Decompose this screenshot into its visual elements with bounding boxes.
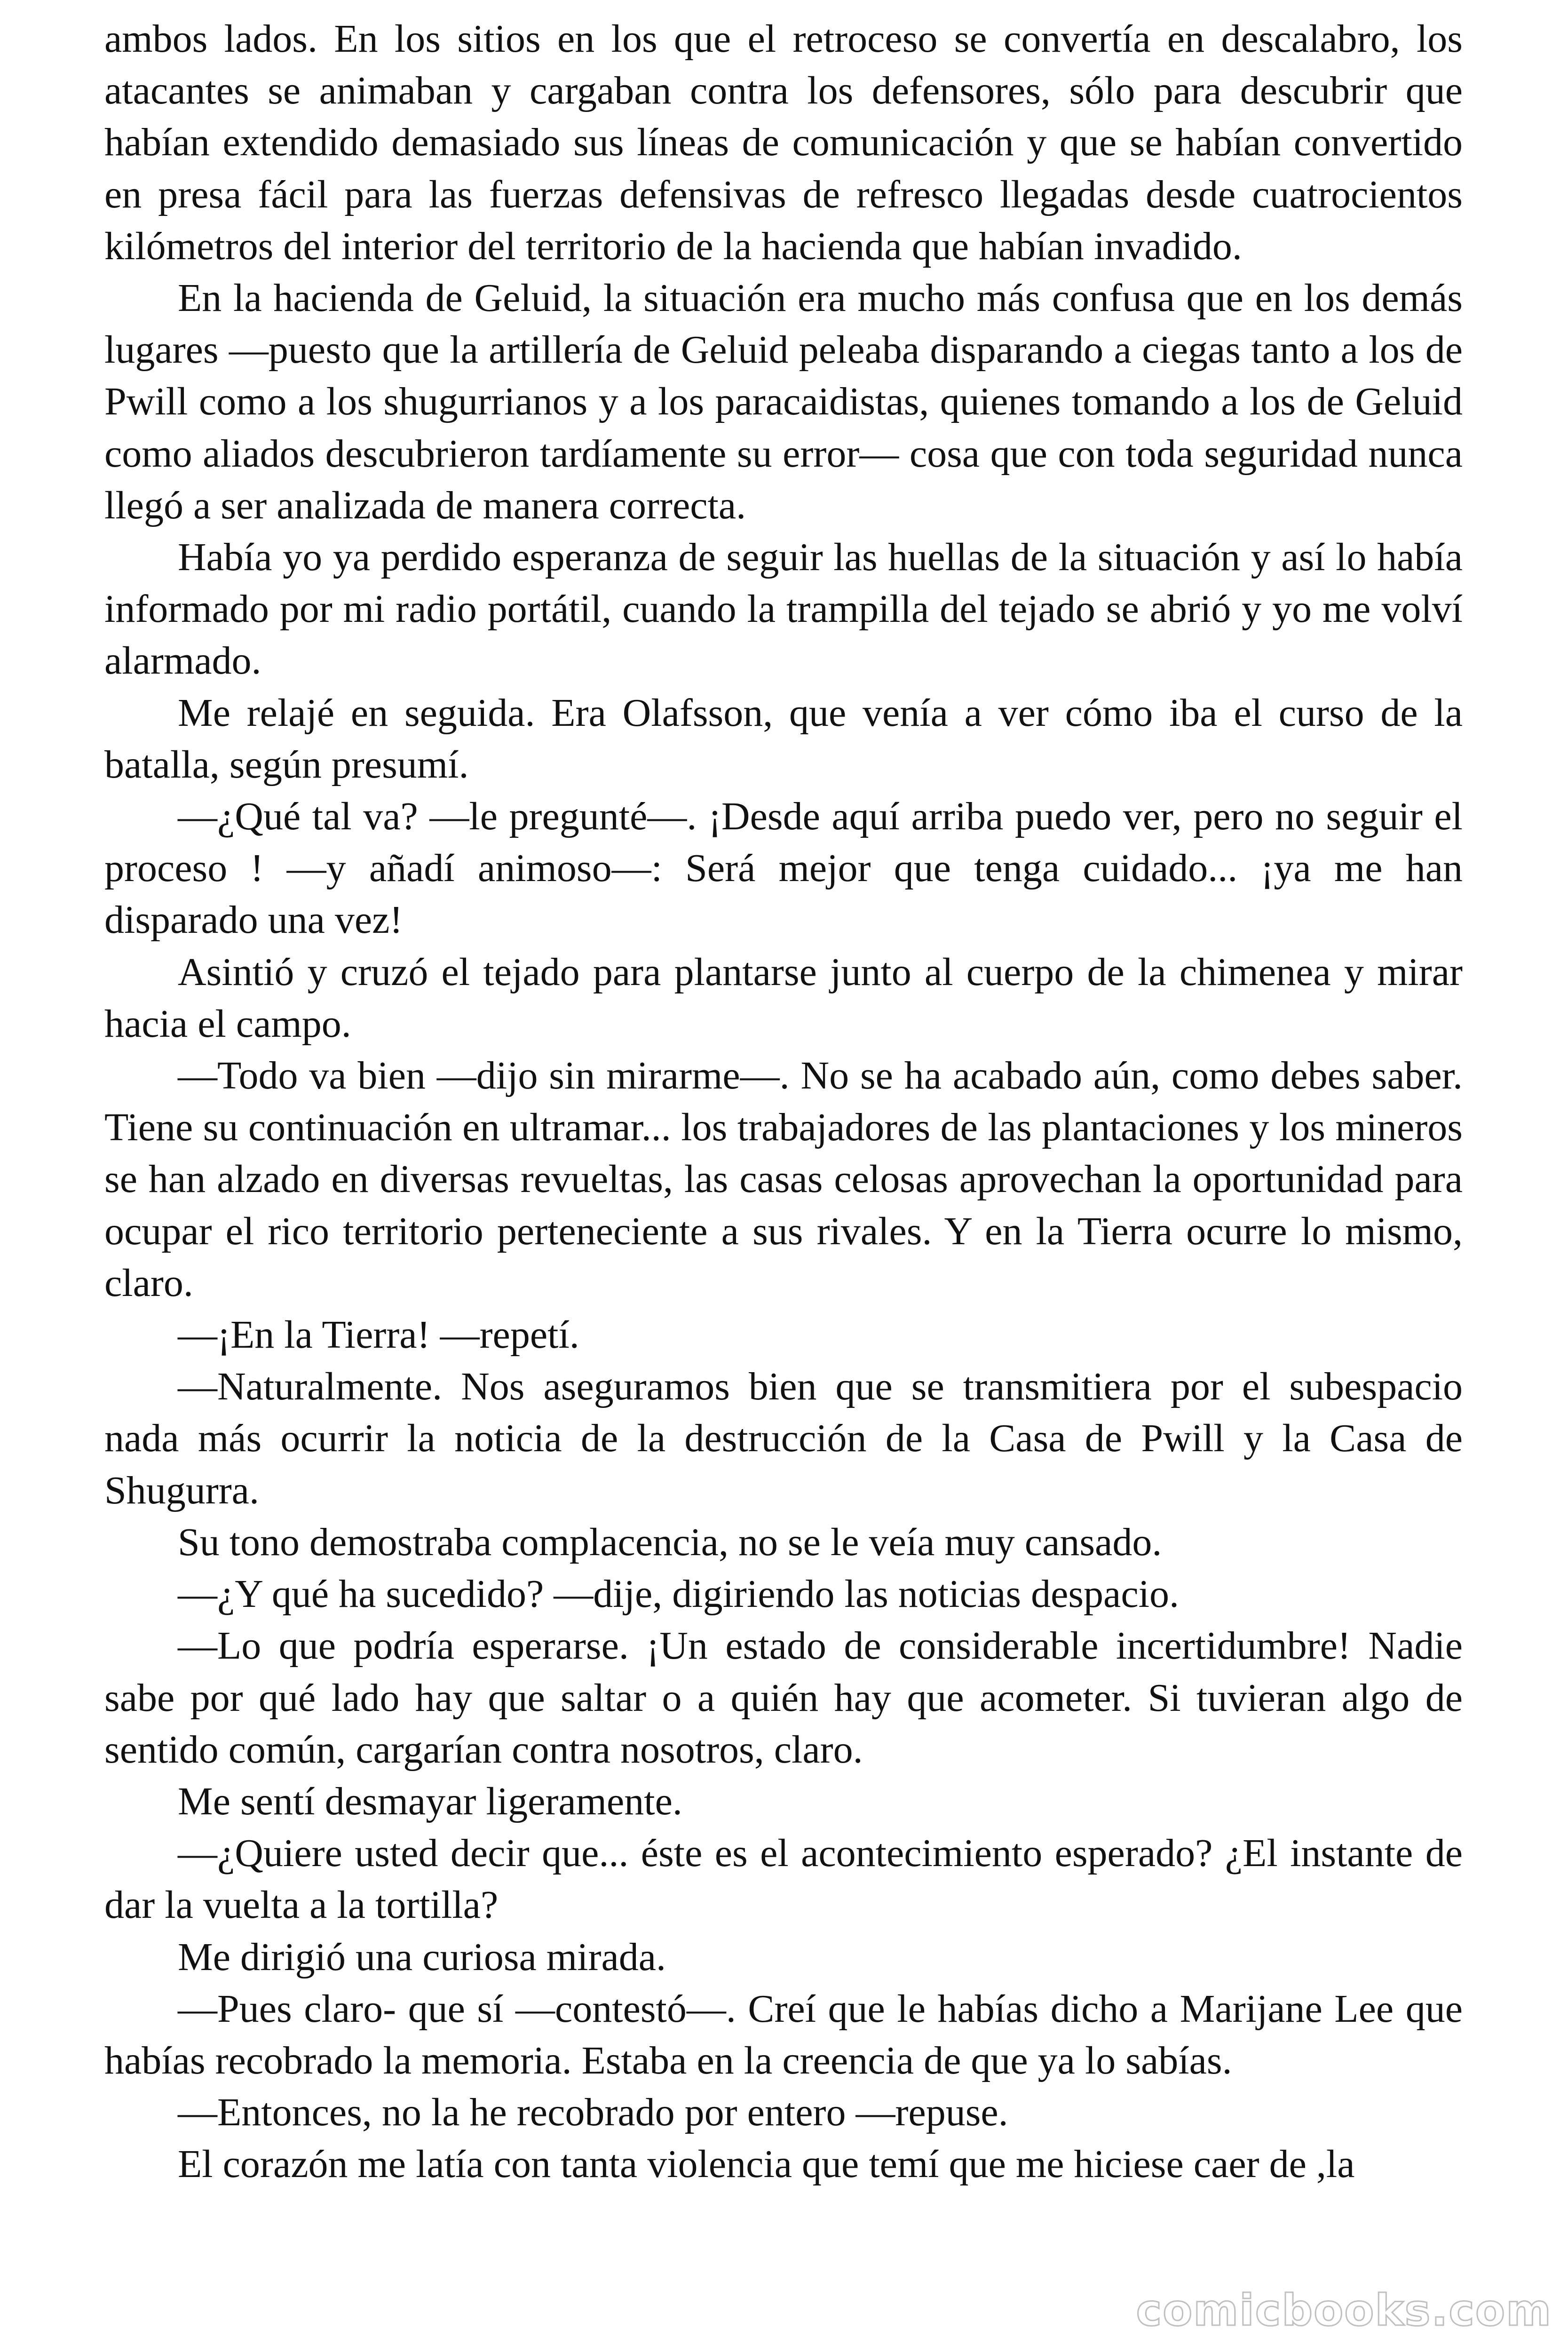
paragraph: —¡En la Tierra! —repetí. bbox=[178, 1313, 579, 1357]
paragraph: —¿Qué tal va? —le pregunté—. ¡Desde aquí arriba puedo ver, pero no seguir el proceso ! —y añadí animoso—: Será mejor que tenga cuidado... ¡ya me han disparado una vez! bbox=[104, 795, 1463, 942]
paragraph: Asintió y cruzó el tejado para plantarse junto al cuerpo de la chimenea y mirar hacia el campo. bbox=[104, 950, 1463, 1046]
paragraph: —Naturalmente. Nos aseguramos bien que se transmitiera por el subespacio nada más ocurrir la noticia de la destrucción de la Casa de Pwill y la Casa de Shugurra. bbox=[104, 1365, 1463, 1512]
paragraph: Me sentí desmayar ligeramente. bbox=[178, 1779, 682, 1823]
paragraph: —Pues claro- que sí —contestó—. Creí que le habías dicho a Marijane Lee que habías recobrado la memoria. Estaba en la creencia de que ya lo sabías. bbox=[104, 1986, 1463, 2082]
page-body-text bbox=[104, 13, 1463, 2191]
paragraph: Me dirigió una curiosa mirada. bbox=[178, 1935, 666, 1979]
paragraph: —Lo que podría esperarse. ¡Un estado de considerable incertidumbre! Nadie sabe por qué lado hay que saltar o a quién hay que acometer. Si tuvieran algo de sentido común, cargarían contra nosotros, claro. bbox=[104, 1624, 1463, 1772]
paragraph: ambos lados. En los sitios en los que el retroceso se convertía en descalabro, los atacantes se animaban y cargaban contra los defensores, sólo para descubrir que habían extendido demasiado sus líneas de comunicación y que se habían convertido en presa fácil para las fuerzas defensivas de refresco llegadas desde cuatrocientos kilómetros del interior del territorio de la hacienda que habían invadido. bbox=[104, 17, 1463, 268]
paragraph: Su tono demostraba complacencia, no se le veía muy cansado. bbox=[178, 1520, 1162, 1564]
paragraph: El corazón me latía con tanta violencia que temí que me hiciese caer de ,la bbox=[178, 2142, 1355, 2186]
paragraph: Me relajé en seguida. Era Olafsson, que venía a ver cómo iba el curso de la batalla, según presumí. bbox=[104, 691, 1463, 787]
paragraph: —¿Y qué ha sucedido? —dije, digiriendo las noticias despacio. bbox=[178, 1572, 1179, 1616]
watermark-logo: comicbooks.com bbox=[1136, 2285, 1552, 2336]
paragraph: En la hacienda de Geluid, la situación era mucho más confusa que en los demás lugares —puesto que la artillería de Geluid peleaba disparando a ciegas tanto a los de Pwill como a los shugurrianos y a los paracaidistas, quienes tomando a los de Geluid como aliados descubrieron tardíamente su error— cosa que con toda seguridad nunca llegó a ser analizada de manera correcta. bbox=[104, 276, 1463, 527]
paragraph: Había yo ya perdido esperanza de seguir las huellas de la situación y así lo había informado por mi radio portátil, cuando la trampilla del tejado se abrió y yo me volví alarmado. bbox=[104, 535, 1463, 683]
paragraph: —Entonces, no la he recobrado por entero —repuse. bbox=[178, 2090, 1008, 2135]
paragraph: —Todo va bien —dijo sin mirarme—. No se ha acabado aún, como debes saber. Tiene su continuación en ultramar... los trabajadores de las plantaciones y los mineros se han alzado en diversas revueltas, las casas celosas aprovechan la oportunidad para ocupar el rico territorio perteneciente a sus rivales. Y en la Tierra ocurre lo mismo, claro. bbox=[104, 1054, 1463, 1305]
paragraph: —¿Quiere usted decir que... éste es el acontecimiento esperado? ¿El instante de dar la vuelta a la tortilla? bbox=[104, 1831, 1463, 1927]
